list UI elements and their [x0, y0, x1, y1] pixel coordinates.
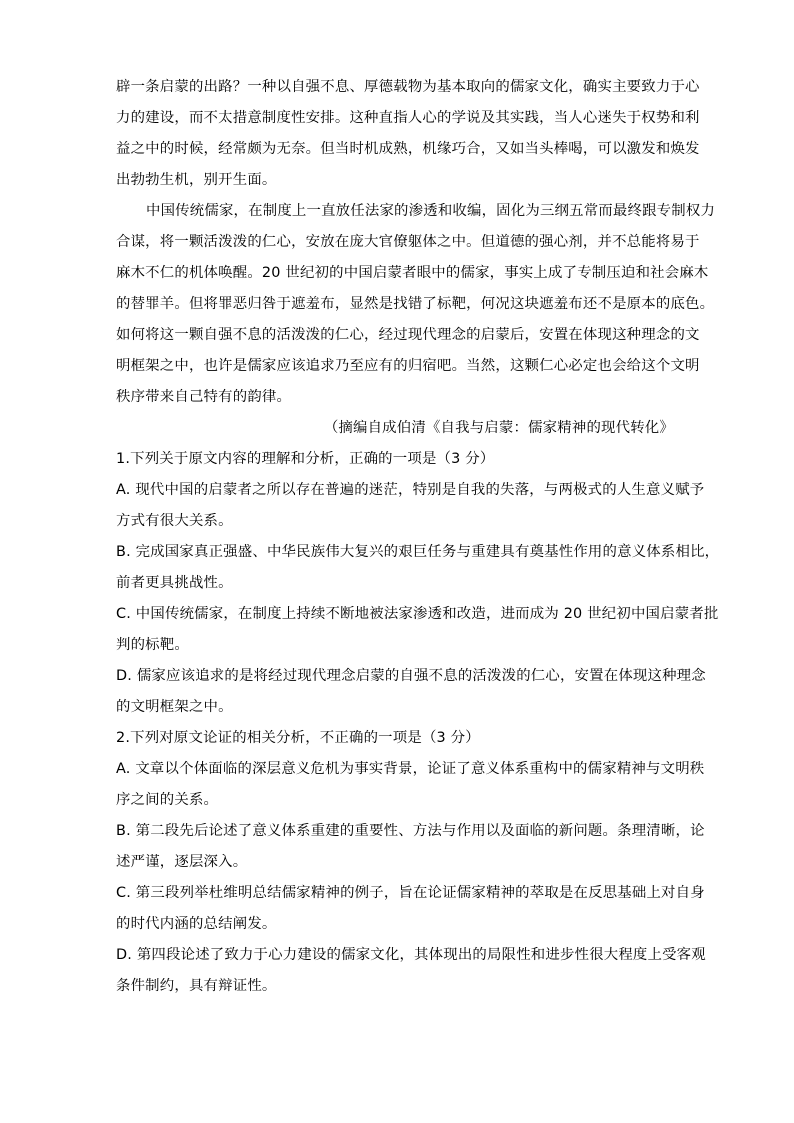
text-line: 合谋，将一颗活泼泼的仁心，安放在庞大官僚躯体之中。但道德的强心剂，并不总能将易于	[116, 234, 700, 250]
option-line: A. 文章以个体面临的深层意义危机为事实背景，论证了意义体系重构中的儒家精神与文明秩	[116, 761, 705, 777]
option-line: 述严谨，逐层深入。	[116, 854, 248, 870]
option-c	[116, 599, 719, 661]
option-line: 的文明框架之中。	[116, 699, 233, 715]
text-line: 秩序带来自己特有的韵律。	[116, 389, 292, 405]
text-line: 如何将这一颗自强不息的活泼泼的仁心，经过现代理念的启蒙后，安置在体现这种理念的文	[116, 327, 700, 343]
option-line: 前者更具挑战性。	[116, 575, 233, 591]
paragraph-continued	[116, 72, 700, 196]
option-line: 方式有很大关系。	[116, 513, 233, 529]
option-b	[116, 537, 720, 599]
paragraph-confucianism	[116, 196, 716, 413]
option-line: 判的标靶。	[116, 637, 189, 653]
option-line: D. 儒家应该追求的是将经过现代理念启蒙的自强不息的活泼泼的仁心，安置在体现这种理念	[116, 668, 706, 684]
question-2	[116, 723, 706, 1002]
text-line: 辟一条启蒙的出路？一种以自强不息、厚德载物为基本取向的儒家文化，确实主要致力于心	[116, 79, 700, 95]
option-d	[116, 940, 706, 1002]
text-line: 麻木不仁的机体唤醒。20 世纪初的中国启蒙者眼中的儒家，事实上成了专制压迫和社会麻木	[116, 265, 709, 281]
option-line: D. 第四段论述了致力于心力建设的儒家文化，其体现出的局限性和进步性很大程度上受客观	[116, 947, 706, 963]
document-page	[116, 72, 720, 1002]
option-line: B. 完成国家真正强盛、中华民族伟大复兴的艰巨任务与重建具有奠基性作用的意义体系相比，	[116, 544, 720, 560]
option-line: C. 中国传统儒家，在制度上持续不断地被法家渗透和改造，进而成为 20 世纪初中国启蒙者批	[116, 606, 719, 622]
option-line: 序之间的关系。	[116, 792, 219, 808]
source-citation: （摘编自成伯清《自我与启蒙：儒家精神的现代转化》	[323, 420, 674, 436]
question-stem: 1.下列关于原文内容的理解和分析，正确的一项是（3 分）	[116, 451, 495, 467]
option-line: A. 现代中国的启蒙者之所以存在普遍的迷茫，特别是自我的失落，与两极式的人生意义赋予	[116, 482, 705, 498]
option-line: 的时代内涵的总结阐发。	[116, 916, 277, 932]
option-a	[116, 754, 705, 816]
text-line: 力的建设，而不太措意制度性安排。这种直指人心的学说及其实践，当人心迷失于权势和利	[116, 110, 700, 126]
text-line: 明框架之中，也许是儒家应该追求乃至应有的归宿吧。当然，这颗仁心必定也会给这个文明	[116, 358, 700, 374]
option-line: B. 第二段先后论述了意义体系重建的重要性、方法与作用以及面临的新问题。条理清晰，论	[116, 823, 705, 839]
option-b	[116, 816, 705, 878]
text-line: 出勃勃生机，别开生面。	[116, 172, 277, 188]
text-line: 益之中的时候，经常颇为无奈。但当时机成熟，机缘巧合，又如当头棒喝，可以激发和焕发	[116, 141, 700, 157]
question-stem: 2.下列对原文论证的相关分析，不正确的一项是（3 分）	[116, 730, 480, 746]
text-line: 的替罪羊。但将罪恶归咎于遮羞布，显然是找错了标靶，何况这块遮羞布还不是原本的底色。	[116, 296, 715, 312]
question-1	[116, 444, 720, 723]
option-line: 条件制约，具有辩证性。	[116, 978, 277, 994]
option-a	[116, 475, 705, 537]
option-c	[116, 878, 705, 940]
option-d	[116, 661, 706, 723]
option-line: C. 第三段列举杜维明总结儒家精神的例子，旨在论证儒家精神的萃取是在反思基础上对自身	[116, 885, 705, 901]
text-line: 中国传统儒家，在制度上一直放任法家的渗透和收编，固化为三纲五常而最终跟专制权力	[146, 203, 716, 219]
